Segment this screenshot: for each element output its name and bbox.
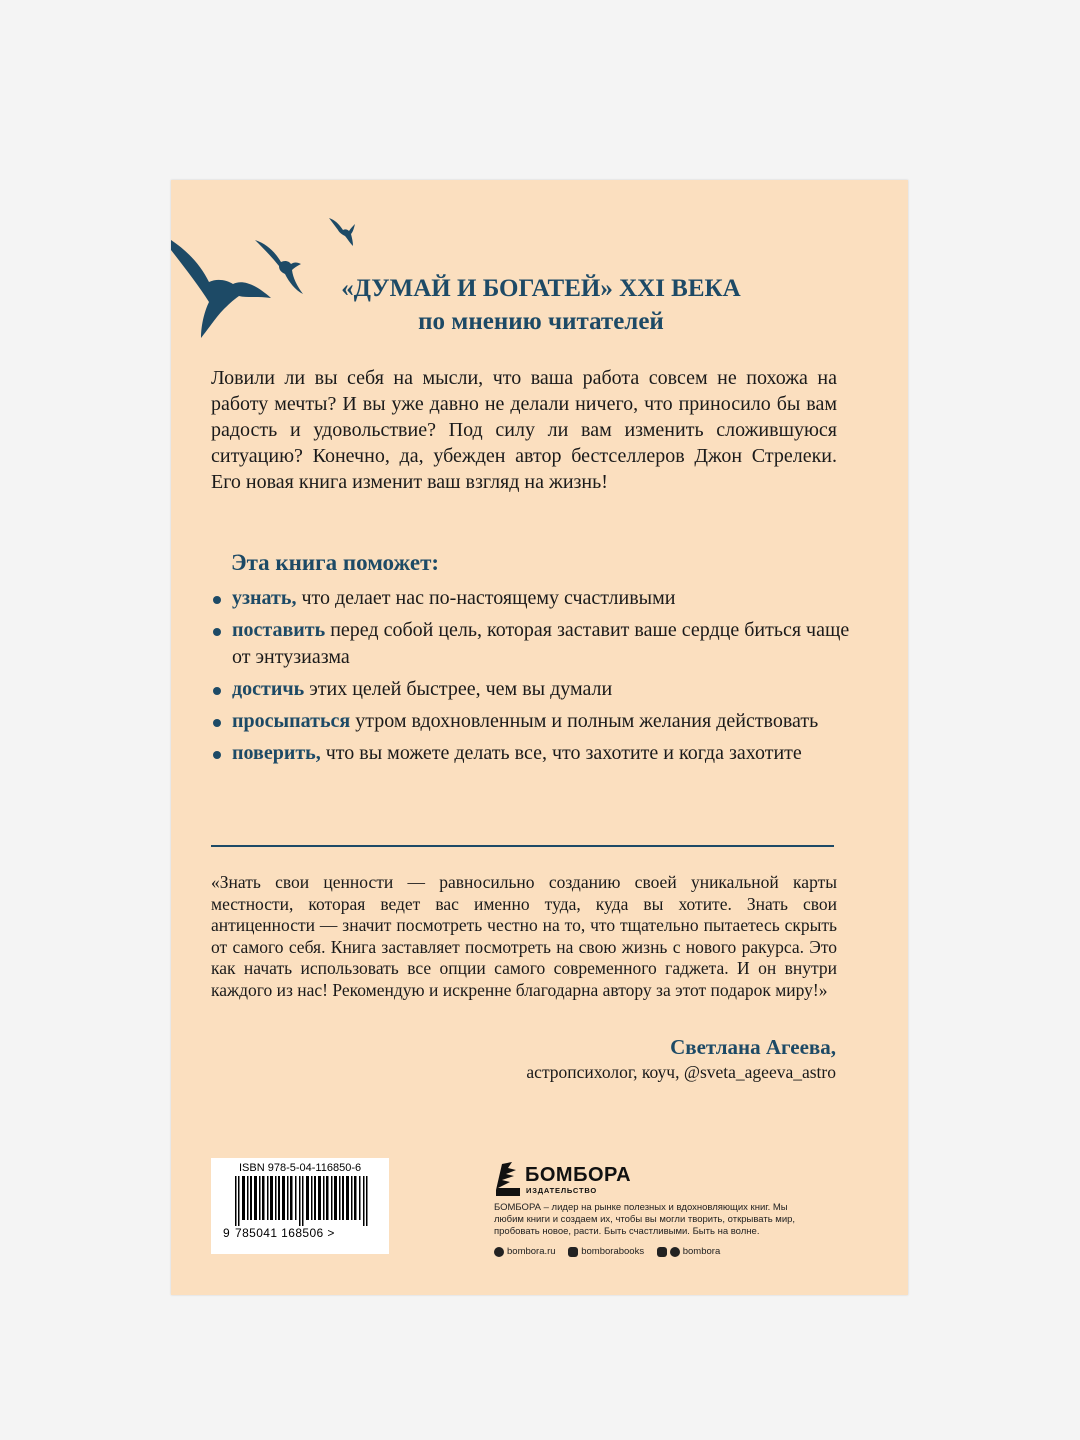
benefit-text: этих целей быстрее, чем вы думали <box>304 678 613 700</box>
publisher-logo-icon <box>494 1162 524 1196</box>
benefit-text: перед собой цель, которая заставит ваше сердце биться чаще от энтузиазма <box>232 619 850 668</box>
headline-title: «ДУМАЙ И БОГАТЕЙ» XXI ВЕКА <box>341 275 741 302</box>
vk-icon <box>568 1247 578 1257</box>
bullet-dot-icon <box>213 596 221 604</box>
benefit-keyword: достичь <box>232 678 305 700</box>
small-bird-icon <box>329 218 355 246</box>
benefit-text: что делает нас по-настоящему счастливыми <box>296 587 676 609</box>
book-back-cover <box>171 180 908 1295</box>
benefit-keyword: просыпаться <box>232 710 351 732</box>
list-item <box>211 676 851 703</box>
divider <box>211 845 834 847</box>
list-item <box>211 617 851 671</box>
helps-title: Эта книга поможет: <box>231 550 440 575</box>
publisher-socials <box>494 1246 730 1260</box>
youtube-icon <box>657 1247 667 1257</box>
benefit-text: утром вдохновленным и полным желания действовать <box>350 710 819 732</box>
bullet-dot-icon <box>213 687 221 695</box>
social-website-label: bombora.ru <box>507 1246 556 1257</box>
barcode-digits: 785041 168506 > <box>235 1226 335 1240</box>
benefit-text: что вы можете делать все, что захотите и когда захотите <box>320 742 802 764</box>
social-vk <box>568 1246 644 1257</box>
bullet-dot-icon <box>213 751 221 759</box>
social-website <box>494 1246 556 1257</box>
benefit-keyword: узнать, <box>232 587 297 609</box>
globe-icon <box>494 1247 504 1257</box>
intro-paragraph: Ловили ли вы себя на мысли, что ваша работа совсем не похожа на работу мечты? И вы уже давно не делали ничего, что приносило бы вам радость и удовольствие? Под силу ли вам изменить сложившуюся ситуацию? Конечно, да, убежден автор бестселлеров Джон Стрелеки. Его новая книга изменит ваш взгляд на жизнь! <box>211 367 837 493</box>
social-vk-label: bomborabooks <box>581 1246 645 1257</box>
isbn-label: ISBN 978-5-04-116850-6 <box>239 1162 362 1174</box>
benefits-list <box>211 585 851 772</box>
bullet-dot-icon <box>213 719 221 727</box>
publisher-name: БОМБОРА <box>525 1164 632 1186</box>
telegram-icon <box>670 1247 680 1257</box>
benefit-keyword: поверить, <box>232 742 321 764</box>
list-item <box>211 708 851 735</box>
isbn-barcode-block <box>211 1158 389 1254</box>
review-quote: «Знать свои ценности — равносильно созданию своей уникальной карты местности, которая ведет вас именно туда, куда вы хотите. Знать свои антиценности — значит посмотреть честно на то, что тщательно пытаетесь скрыть от самого себя. Книга заставляет посмотреть на свою жизнь с нового ракурса. Это как начать использовать все опции самого современного гаджета. И он внутри каждого из нас! Рекомендую и искренне благодарна автору за этот подарок миру!» <box>211 872 837 1000</box>
list-item <box>211 585 851 612</box>
quote-author-role: астропсихолог, коуч, @sveta_ageeva_astro <box>526 1062 836 1082</box>
benefit-keyword: поставить <box>232 619 326 641</box>
large-bird-icon <box>171 240 271 338</box>
barcode-icon <box>235 1176 375 1226</box>
headline <box>301 272 781 338</box>
quote-author: Светлана Агеева, <box>670 1035 836 1059</box>
social-telegram-label: bombora <box>682 1246 721 1257</box>
headline-subtitle: по мнению читателей <box>418 308 664 335</box>
publisher-description: БОМБОРА – лидер на рынке полезных и вдохновляющих книг. Мы любим книги и создаем их, чтобы вы могли творить, открывать мир, пробовать новое, расти. Быть счастливыми. Быть на волне. <box>494 1202 796 1237</box>
list-item <box>211 740 851 767</box>
publisher-subtitle: ИЗДАТЕЛЬСТВО <box>526 1186 597 1195</box>
barcode-lead-digit: 9 <box>223 1226 230 1240</box>
social-telegram <box>657 1246 721 1257</box>
middle-bird-icon <box>255 240 303 294</box>
bullet-dot-icon <box>213 628 221 636</box>
